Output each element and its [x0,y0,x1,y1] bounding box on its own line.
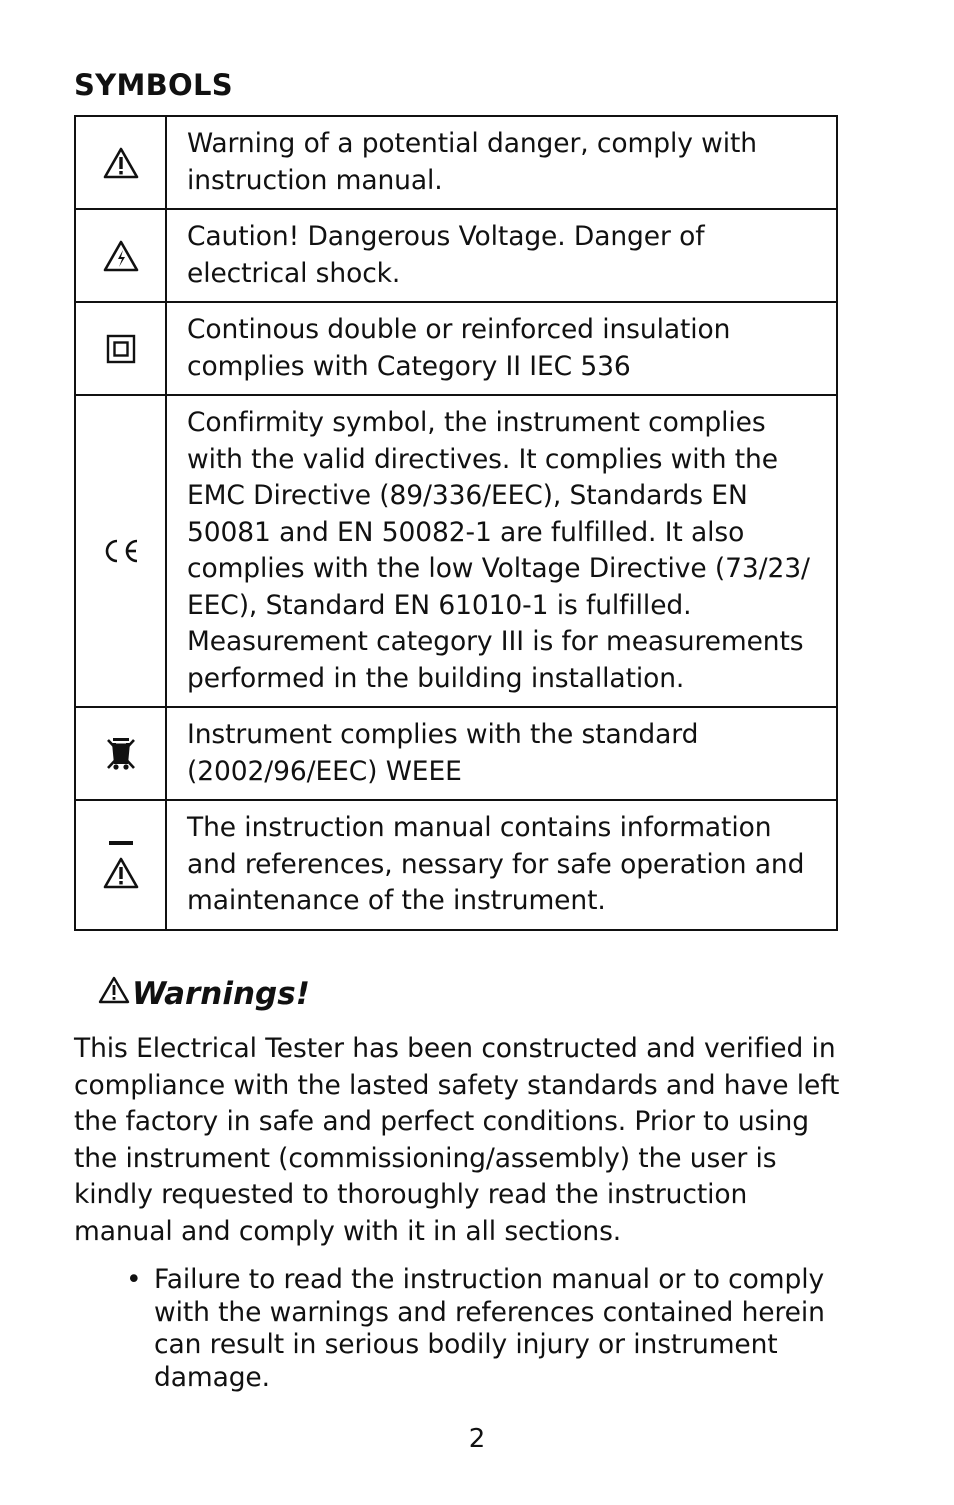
warnings-title: Warnings! [132,976,310,1012]
table-row [75,116,837,209]
list-item-text: Failure to read the instruction manual or to comply with the warnings and references contained herein can result in serious bodily injury or instrument damage. [154,1264,825,1393]
bullet-glyph: • [126,1264,142,1295]
symbol-description: Continous double or reinforced insulation complies with Category II IEC 536 [166,302,837,395]
symbol-description: The instruction manual contains information and references, nessary for safe operation and maintenance of the instrument. [166,800,837,930]
weee-bin-icon [107,743,135,762]
section-heading: SYMBOLS [74,68,233,102]
page-number: 2 [468,1424,486,1454]
symbol-description: Confirmity symbol, the instrument complies with the valid directives. It complies with the EMC Directive (89/336/EEC), Standards EN 50081 and EN 50082-1 are fulfilled. It also complies with the low Voltage Directive (73/23/ EEC), Standard EN 61010-1 is fulfilled. Measurement category III is for measurements performed in the building installation. [166,395,837,707]
table-row [75,707,837,800]
table-row [75,800,837,930]
symbol-description: Caution! Dangerous Voltage. Danger of electrical shock. [166,209,837,302]
symbol-description: Warning of a potential danger, comply with instruction manual. [166,116,837,209]
ce-mark-icon [101,541,141,560]
warning-triangle-icon [98,976,132,1012]
warnings-heading [98,976,310,1012]
table-row [75,395,837,707]
double-insulation-icon [106,338,136,357]
table-row [75,302,837,395]
warnings-list [74,1264,844,1394]
high-voltage-icon [103,245,139,264]
symbols-table [74,115,838,931]
manual-warning-icon [103,854,139,873]
list-item [74,1264,844,1394]
warnings-intro: This Electrical Tester has been constructed and verified in compliance with the lasted safety standards and have left the factory in safe and perfect conditions. Prior to using the instrument (commissioning/assembly) the user is kindly requested to thoroughly read the instruction manual and comply with it in all sections. [74,1033,840,1247]
symbol-description: Instrument complies with the standard (2002/96/EEC) WEEE [166,707,837,800]
table-row [75,209,837,302]
warning-triangle-icon [103,152,139,171]
